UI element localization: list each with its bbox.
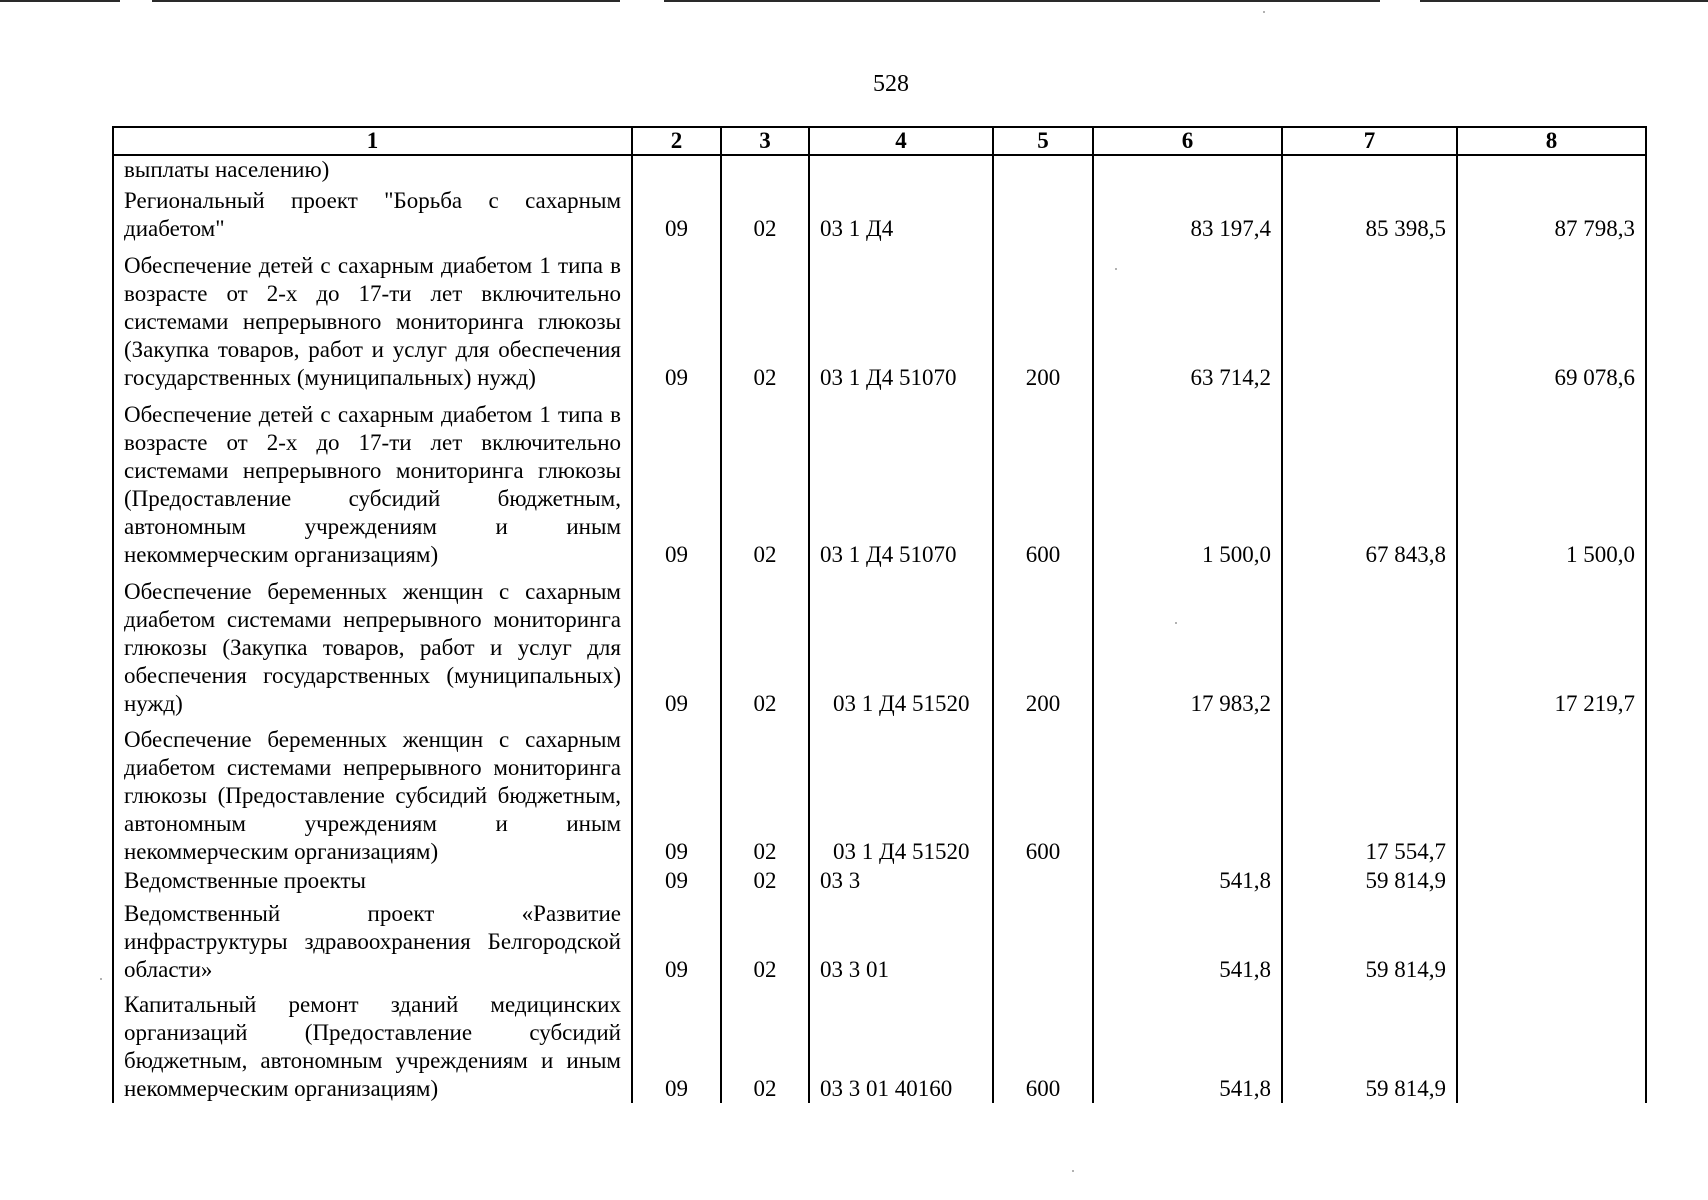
row-amount-8: 17 219,7	[1457, 569, 1646, 717]
row-vr	[993, 184, 1093, 243]
row-amount-6: 541,8	[1093, 866, 1282, 896]
row-amount-8	[1457, 155, 1646, 184]
column-header: 5	[993, 127, 1093, 155]
row-amount-7	[1282, 243, 1457, 391]
row-pr	[721, 155, 809, 184]
page-number: 528	[873, 71, 909, 97]
table-row	[113, 155, 1646, 184]
row-csr	[809, 155, 993, 184]
row-amount-6: 541,8	[1093, 895, 1282, 984]
table-row	[113, 984, 1646, 1103]
row-amount-7	[1282, 569, 1457, 717]
row-amount-8	[1457, 866, 1646, 896]
row-vr: 200	[993, 569, 1093, 717]
row-amount-6	[1093, 155, 1282, 184]
scan-edge-gap	[120, 0, 152, 2]
row-rz: 09	[632, 866, 721, 896]
row-amount-6: 83 197,4	[1093, 184, 1282, 243]
row-amount-7	[1282, 155, 1457, 184]
row-rz: 09	[632, 984, 721, 1103]
row-name: Обеспечение детей с сахарным диабетом 1 типа в возрасте от 2-х до 17-ти лет включительно системами непрерывного мониторинга глюкозы (Закупка товаров, работ и услуг для обеспечения государственных (муниципальных) нужд)	[113, 243, 632, 391]
scan-speck	[1115, 268, 1117, 270]
row-amount-8: 87 798,3	[1457, 184, 1646, 243]
column-header: 8	[1457, 127, 1646, 155]
row-amount-8	[1457, 895, 1646, 984]
column-header: 2	[632, 127, 721, 155]
row-name: Обеспечение детей с сахарным диабетом 1 типа в возрасте от 2-х до 17-ти лет включительно системами непрерывного мониторинга глюкозы (Предоставление субсидий бюджетным, автономным учреждениям и иным некоммерческим организациям)	[113, 392, 632, 570]
header-row	[113, 127, 1646, 155]
row-name: Ведомственный проект «Развитие инфраструктуры здравоохранения Белгородской области»	[113, 895, 632, 984]
table-row	[113, 895, 1646, 984]
scan-speck	[1072, 1170, 1074, 1172]
table-row	[113, 866, 1646, 896]
row-amount-7: 17 554,7	[1282, 718, 1457, 866]
table-row	[113, 569, 1646, 717]
scan-edge-gap	[620, 0, 664, 2]
row-pr: 02	[721, 243, 809, 391]
column-header: 7	[1282, 127, 1457, 155]
row-vr: 200	[993, 243, 1093, 391]
row-amount-6	[1093, 718, 1282, 866]
row-csr: 03 1 Д4	[809, 184, 993, 243]
row-amount-8: 1 500,0	[1457, 392, 1646, 570]
row-vr	[993, 155, 1093, 184]
row-name: Региональный проект "Борьба с сахарным диабетом"	[113, 184, 632, 243]
row-csr: 03 3 01 40160	[809, 984, 993, 1103]
row-pr: 02	[721, 866, 809, 896]
column-header: 3	[721, 127, 809, 155]
row-rz: 09	[632, 569, 721, 717]
row-csr: 03 3	[809, 866, 993, 896]
scan-speck	[100, 978, 102, 980]
row-amount-6: 63 714,2	[1093, 243, 1282, 391]
row-pr: 02	[721, 984, 809, 1103]
row-amount-7: 85 398,5	[1282, 184, 1457, 243]
row-amount-7: 59 814,9	[1282, 866, 1457, 896]
column-header: 1	[113, 127, 632, 155]
row-name: Обеспечение беременных женщин с сахарным диабетом системами непрерывного мониторинга глюкозы (Предоставление субсидий бюджетным, автономным учреждениям и иным некоммерческим организациям)	[113, 718, 632, 866]
row-amount-8: 69 078,6	[1457, 243, 1646, 391]
row-csr: 03 1 Д4 51070	[809, 243, 993, 391]
row-name: Обеспечение беременных женщин с сахарным диабетом системами непрерывного мониторинга глюкозы (Закупка товаров, работ и услуг для обеспечения государственных (муниципальных) нужд)	[113, 569, 632, 717]
row-csr: 03 3 01	[809, 895, 993, 984]
row-rz: 09	[632, 184, 721, 243]
scan-speck	[1263, 11, 1265, 13]
row-rz: 09	[632, 243, 721, 391]
row-rz: 09	[632, 392, 721, 570]
table-row	[113, 243, 1646, 391]
row-rz: 09	[632, 895, 721, 984]
row-csr: 03 1 Д4 51520	[809, 569, 993, 717]
table-row	[113, 184, 1646, 243]
row-pr: 02	[721, 569, 809, 717]
row-csr: 03 1 Д4 51520	[809, 718, 993, 866]
table-row	[113, 718, 1646, 866]
table-row	[113, 392, 1646, 570]
row-rz: 09	[632, 718, 721, 866]
row-vr	[993, 895, 1093, 984]
scan-top-edge	[0, 0, 1708, 2]
row-vr	[993, 866, 1093, 896]
row-vr: 600	[993, 392, 1093, 570]
budget-table	[112, 126, 1647, 1103]
scan-speck	[1175, 622, 1177, 624]
scan-edge-gap	[1380, 0, 1420, 2]
row-name: Ведомственные проекты	[113, 866, 632, 896]
column-header: 4	[809, 127, 993, 155]
row-vr: 600	[993, 984, 1093, 1103]
row-pr: 02	[721, 718, 809, 866]
column-header: 6	[1093, 127, 1282, 155]
row-vr: 600	[993, 718, 1093, 866]
row-name: Капитальный ремонт зданий медицинских организаций (Предоставление субсидий бюджетным, автономным учреждениям и иным некоммерческим организациям)	[113, 984, 632, 1103]
row-amount-7: 59 814,9	[1282, 984, 1457, 1103]
row-amount-8	[1457, 718, 1646, 866]
row-amount-7: 59 814,9	[1282, 895, 1457, 984]
row-amount-6: 1 500,0	[1093, 392, 1282, 570]
row-pr: 02	[721, 392, 809, 570]
row-pr: 02	[721, 184, 809, 243]
row-name: выплаты населению)	[113, 155, 632, 184]
row-amount-7: 67 843,8	[1282, 392, 1457, 570]
row-amount-8	[1457, 984, 1646, 1103]
row-amount-6: 541,8	[1093, 984, 1282, 1103]
row-rz	[632, 155, 721, 184]
row-csr: 03 1 Д4 51070	[809, 392, 993, 570]
row-pr: 02	[721, 895, 809, 984]
row-amount-6: 17 983,2	[1093, 569, 1282, 717]
